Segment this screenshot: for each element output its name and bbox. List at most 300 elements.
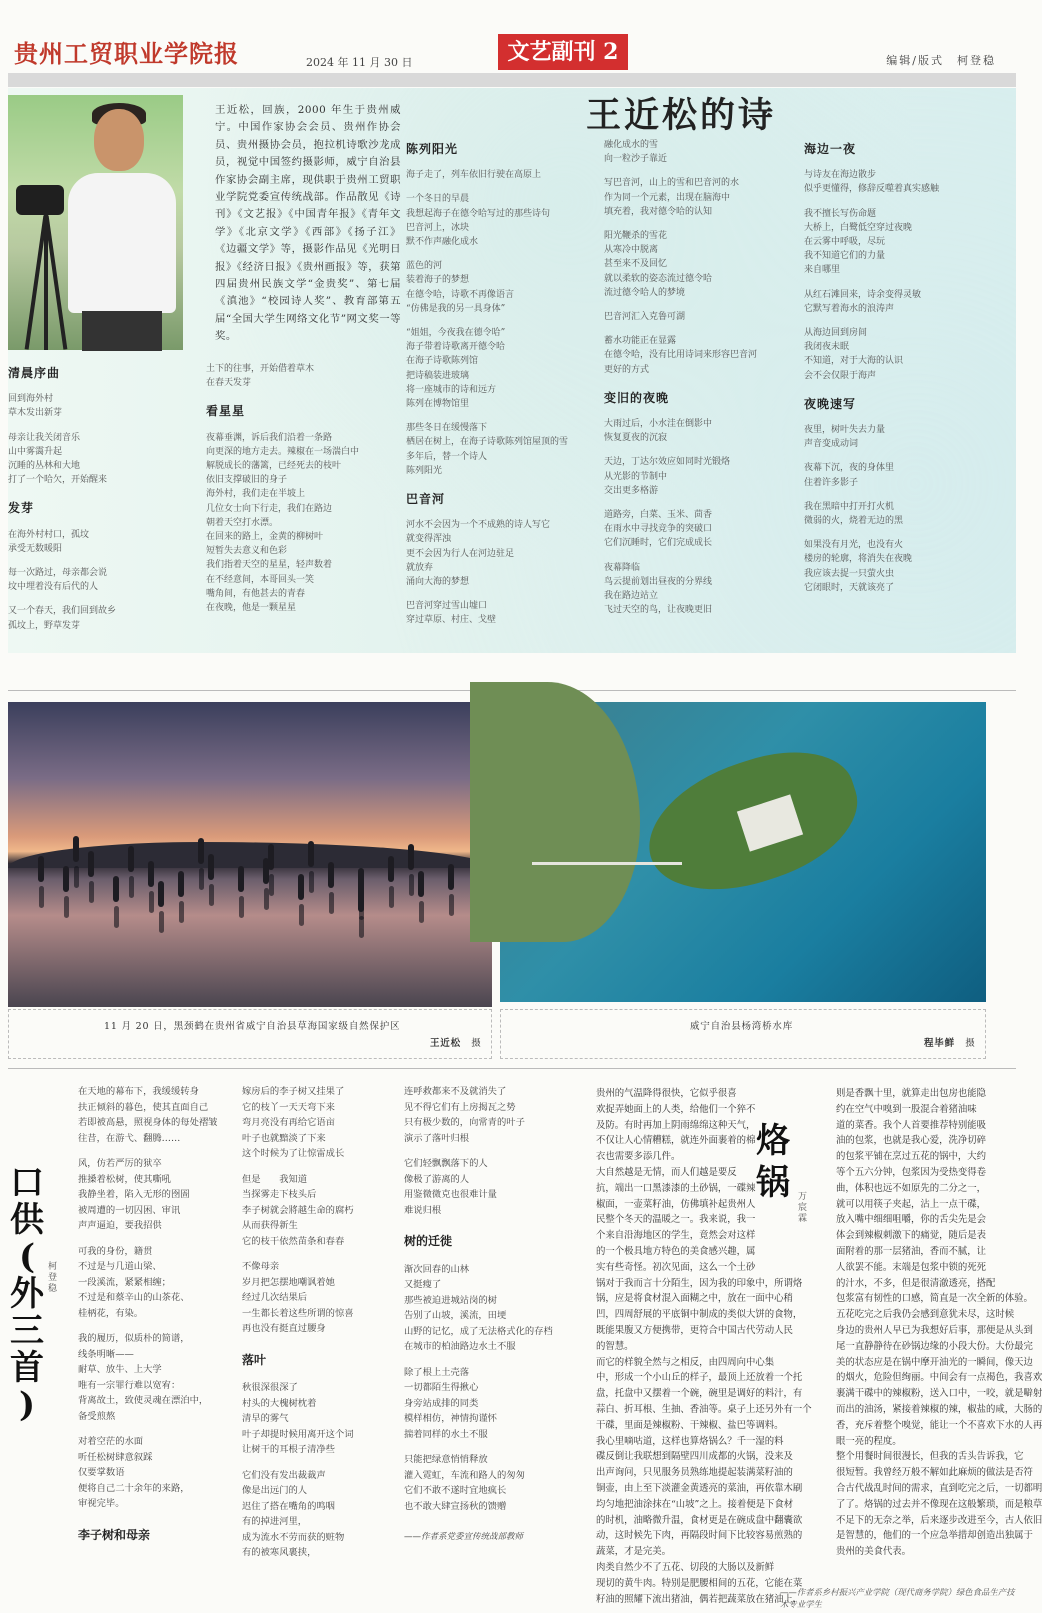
stanza-gap: [604, 166, 794, 176]
poem-line: 在雨水中寻找竞争的突破口: [604, 524, 713, 535]
poem-line: 不像母亲: [242, 1261, 280, 1272]
stanza-gap: [8, 556, 198, 566]
poem-line: 我静坐着，陷入无形的囹圄: [78, 1189, 190, 1200]
poem-line: 巴音河汇入克鲁可湖: [604, 312, 686, 323]
crane-reflection: [149, 891, 154, 913]
bio-line: 学生网络文化节”网文奖一等奖。: [215, 312, 402, 343]
poem-line: 陈列阳光: [406, 465, 443, 476]
stanza-gap: [804, 278, 1000, 288]
photographer-name: 王近松: [430, 1038, 461, 1049]
crane-reflection: [389, 886, 394, 908]
crane-silhouette: [298, 874, 304, 900]
poem-line: 不过是和蔡辛山的山茶花、: [78, 1292, 190, 1303]
poem-line: 在海子诗歌陈列馆: [406, 356, 479, 367]
poem-line: 我应该去捉一只萤火虫: [804, 568, 895, 579]
poem-line: 在夜晚，他是一颗星星: [206, 603, 297, 614]
crane-silhouette: [388, 856, 394, 882]
poem-line: 山野的记忆，成了无法格式化的存档: [404, 1325, 553, 1337]
poem-line: 作为同一个元素，出现在脑海中: [604, 192, 731, 203]
essay-line: 我心里嘀咕道，这样也算烙锅么？千一湿的料: [596, 1435, 784, 1447]
essay-line: 蒜白、折耳根、生抽、香油等。桌子上还另外有一个: [596, 1403, 812, 1415]
stanza-gap: [404, 1355, 574, 1365]
essay-line: 肉类自然少不了五花、切段的大肠以及新鲜: [596, 1561, 775, 1573]
poem-title: 看星星: [206, 404, 246, 419]
poem-line: 蓄水功能正在显露: [604, 336, 677, 347]
essay-line: 体会到辣椒刺激下的痛觉，随后是表: [836, 1230, 987, 1242]
kougong-column-3: [404, 1084, 574, 1546]
huoguo-title: [750, 1120, 796, 1204]
title-char: 口: [10, 1163, 44, 1203]
bio-line: 王近松，回族，2000 年生于: [215, 104, 367, 116]
essay-line: 的智慧。: [596, 1340, 634, 1352]
poem-title: 夜晚速写: [804, 396, 857, 411]
essay-line: 实有些奇怪。初次见面，这么一个土砂: [596, 1261, 756, 1273]
photo-credit-2: [924, 1035, 976, 1049]
essay-line: 的包浆平铺在烹过五花的锅中，大约: [836, 1151, 987, 1163]
poem-line: 它们不敢不遂时宜地疯长: [404, 1485, 507, 1496]
poem-line: 清早的雾气: [242, 1413, 289, 1424]
essay-line: 动，这时候先下肉，再隔段时间下比较容易煎熟的: [596, 1530, 803, 1542]
title-char: 万: [798, 1192, 808, 1202]
essay-line: 人欲罢不能。末端是包浆中锁的死死: [836, 1261, 987, 1273]
poem-line: 恢复夏夜的沉寂: [604, 433, 668, 444]
poem-title: 陈列阳光: [406, 142, 459, 156]
poem-line: 它默写着海水的浪涛声: [804, 303, 895, 314]
poem-line: 它们轻飘飘落下的人: [404, 1158, 488, 1169]
poem-line: 河水不会因为一个不成熟的诗人写它: [406, 520, 551, 531]
bio-line: 贵州作协会员、贵州摄协会员，抱: [215, 121, 402, 151]
poem-line: “仿佛是我的另一具身体”: [406, 303, 506, 314]
poem-line: 向一粒沙子靠近: [604, 154, 668, 165]
essay-line: 油的包浆，也就是我心爱，洗净切碎: [836, 1135, 987, 1147]
title-char: ): [18, 1385, 36, 1425]
poem-line: 岁月把怎摆地嘲讽着她: [242, 1276, 335, 1288]
poem-line: 仅要掌数语: [78, 1467, 125, 1478]
poem-line: 天边，丁达尔效应如同时光锻烙: [604, 457, 731, 468]
essay-line: 等个五六分钟，包浆因为受热变得卷: [836, 1166, 987, 1178]
poem-line: 我想起海子在德令哈写过的那些诗句: [406, 208, 551, 219]
stanza-gap: [406, 478, 596, 488]
poem-line: 阳光鞭杀的雪花: [604, 231, 668, 242]
stanza-gap: [242, 1162, 392, 1172]
poem-line: 海子带着诗歌离开德令哈: [406, 342, 506, 353]
essay-line: 蔬菜，才是完美。: [596, 1546, 672, 1558]
crane-silhouette: [448, 864, 454, 890]
poem-line: 依旧支撑破旧的身子: [206, 475, 288, 486]
poem-line: 巴音河上，冰块: [406, 222, 470, 233]
poem-line: 嘴角间，有他甚去的青春: [206, 588, 306, 599]
crane-reflection: [409, 874, 414, 896]
stanza-gap: [604, 498, 794, 508]
essay-line: 贵州的气温降得很快，它似乎很喜: [596, 1088, 737, 1099]
crane-silhouette: [408, 844, 414, 870]
poem-line: 装着海子的梦想: [406, 275, 470, 286]
author-portrait-photo: [8, 95, 183, 350]
poem-line: 从而获得新生: [242, 1220, 298, 1231]
essay-line: 铜壶，由上至下淡灌金黄透亮的菜油，再依靠木刷: [596, 1482, 803, 1494]
poem-line: 一切都陌生得揪心: [404, 1382, 479, 1393]
crane-silhouette: [238, 866, 244, 892]
photo-caption-box-1: [8, 1009, 492, 1059]
bio-line: 《青年文学》《北京文学》《西部》: [215, 208, 401, 238]
poem-line: 桂柄花，有染。: [78, 1307, 144, 1319]
essay-line: 裹满干碟中的辣椒粉，送入口中，一咬，就是噼射: [836, 1388, 1042, 1400]
section-badge: 文艺副刊 2: [498, 34, 628, 70]
essay-line: 眼一亮的程度。: [836, 1435, 902, 1447]
essay-line: 民整个冬天的温暖之一。我来说，我一: [596, 1214, 756, 1226]
crane-reflection: [74, 866, 79, 888]
editor-credit: 编辑/版式 柯登稳: [886, 54, 996, 67]
poem-line: 我不知道它们的力量: [804, 251, 886, 262]
title-char: 登: [48, 1273, 58, 1283]
title-char: 供: [10, 1200, 44, 1240]
poem-line: 我在黑暗中打开打火机: [804, 501, 895, 512]
cranes-sunset-photo: [8, 702, 492, 1007]
poem-line: 背离故土，致使灵魂在漂泊中，: [78, 1395, 209, 1406]
poem-line: 揣着同样的水土不服: [404, 1428, 488, 1440]
essay-line: 现切的黄牛肉。特别是肥腰相间的五花，它能在菜: [596, 1577, 803, 1589]
essay-line: 及防。有时再加上阴雨绵绵这种天气，: [596, 1119, 756, 1131]
poem-line: 微弱的火，烧着无边的黑: [804, 516, 904, 527]
poem-line: 备受煎熬: [78, 1410, 116, 1422]
stanza-gap: [8, 421, 198, 431]
poem-line: 叶子也就黯淡了下来: [242, 1132, 326, 1144]
poem-line: 用鉴微微克也很难计量: [404, 1189, 497, 1200]
poem-column-2: [206, 362, 396, 615]
poem-line: 迟住了搭在嘴角的鸣咽: [242, 1500, 335, 1512]
stanza-gap: [242, 1337, 392, 1347]
poem-line: 就放弃: [406, 562, 434, 573]
essay-line: 曲，体积也远不如原先的二分之一，: [836, 1182, 987, 1194]
essay-line: 盘，托盘中又摆着一个碗，碗里是调好的料汁，有: [596, 1388, 803, 1400]
title-char: 稳: [48, 1284, 58, 1294]
poem-line: 在回来的路上，金黄的柳树叶: [206, 532, 324, 543]
poem-line: 就以柔软的姿态流过德令哈: [604, 273, 713, 284]
essay-line: 衣也需要多添几件。: [596, 1151, 681, 1163]
stanza-gap: [404, 1514, 574, 1524]
crane-reflection: [209, 884, 214, 906]
poem-line: 演示了落叶归根: [404, 1132, 470, 1144]
essay-line: 而它的样貌全然与之相反，由四周向中心集: [596, 1356, 775, 1368]
poem-line: 不过是与几道山梁、: [78, 1261, 162, 1272]
poem-line: 听任松树肆意叙踩: [78, 1451, 153, 1463]
stanza-gap: [406, 182, 596, 192]
poem-line: 楼房的轮廓，将消失在夜晚: [804, 554, 913, 565]
poem-column-3: [406, 138, 596, 628]
title-char: 宸: [798, 1203, 808, 1213]
masthead: [0, 0, 1024, 75]
title-char: 锅: [756, 1163, 790, 1203]
poem-line: 李子树就会將越生命的腐朽: [242, 1204, 354, 1216]
stanza-gap: [804, 316, 1000, 326]
crane-silhouette: [358, 886, 364, 912]
crane-reflection: [114, 906, 119, 928]
bio-line: 副主席，现供职于贵州工贸职业: [215, 173, 402, 204]
poem-line: 把诗稿装进玻璃: [406, 370, 470, 381]
newspaper-logo: 贵州工贸职业学院报: [14, 39, 239, 68]
poem-line: 山中雾霭升起: [8, 446, 63, 457]
poem-line: 短暂失去意义和色彩: [206, 546, 288, 557]
poem-line: 会不会仅限于海声: [804, 370, 877, 381]
poem-line: 海子走了，列车依旧行驶在高原上: [406, 170, 542, 181]
stanza-gap: [406, 411, 596, 421]
essay-line: 约在空气中嗅到一股混合着猪油味: [836, 1103, 977, 1115]
poem-line: 难说归根: [404, 1204, 442, 1216]
poem-line: 那些冬日在缓慢落下: [406, 423, 488, 434]
crane-reflection: [299, 904, 304, 926]
essay-line: 尾一直静静待在砂锅边缘的小段大份。大份最完: [836, 1340, 1033, 1352]
crane-reflection: [199, 868, 204, 890]
bio-line: 约摄影师，威宁自治县作家协会: [215, 156, 402, 186]
poem-line: 在春天发芽: [206, 378, 252, 389]
poem-line: 声声逼迫，要我招供: [78, 1220, 162, 1231]
stanza-gap: [404, 1218, 574, 1228]
huoguo-essay-column-2: [836, 1086, 1042, 1560]
crane-reflection: [309, 871, 314, 893]
poem-line: 几位女士向下行走，我们在路边: [206, 503, 333, 514]
essay-line: 出声询问，只见服务员熟练地提起装满菜籽油的: [596, 1467, 793, 1479]
poem-line: 如果没有月光，也没有火: [804, 540, 904, 551]
stanza-gap: [8, 487, 198, 497]
poem-title: 变旧的夜晚: [604, 390, 670, 405]
essay-line: 锅对于我而言十分陌生，因为我的印象中，所谓烙: [596, 1277, 803, 1289]
poem-title: 发芽: [8, 501, 35, 516]
essay-line: 干碟，里面是辣椒粉、干辣椒、盐巴等调料。: [596, 1419, 784, 1431]
essay-line: 合古代战乱时间的需求，直到吃完之后，一切都明: [836, 1482, 1042, 1494]
essay-line: 整个用餐时间很漫长，但我的舌头告诉我，它: [836, 1451, 1024, 1463]
poem-line: 在海外村村口，孤坟: [8, 529, 90, 540]
poem-line: 填充着，我对德令哈的认知: [604, 206, 713, 217]
poem-line: “姐姐，今夜我在德令哈”: [406, 328, 506, 339]
crane-silhouette: [308, 841, 314, 867]
stanza-gap: [604, 445, 794, 455]
poem-line: 一个冬日的早晨: [406, 194, 470, 205]
poem-line: 向更深的地方走去。辣椒在一场湍白中: [206, 446, 360, 457]
stanza-gap: [242, 1249, 392, 1259]
poem-line: 我的履历，似质朴的简谱，: [78, 1333, 190, 1344]
crane-silhouette: [73, 836, 79, 862]
poem-line: 让树干的耳根子清净些: [242, 1444, 335, 1455]
author-bio: [215, 102, 401, 346]
stanza-gap: [406, 589, 596, 599]
poem-line: 嫁房后的李子树又挂果了: [242, 1086, 345, 1097]
poem-line: 它的枝丫一天天弯下来: [242, 1101, 335, 1113]
poem-line: 鸟云提前划出昼夜的分界线: [604, 576, 713, 587]
essay-line: 身边的贵州人早已为我想好后事，那便是从头到: [836, 1324, 1033, 1336]
poem-line: 打了一个哈欠，开始醒来: [8, 475, 108, 486]
crane-reflection: [159, 911, 164, 933]
poem-title: 清晨序曲: [8, 366, 61, 380]
poem-line: 只有极少数的，向常青的叶子: [404, 1117, 525, 1128]
crane-silhouette: [268, 844, 274, 870]
poem-line: 若即被高悬，照视身体的每处褶皱: [78, 1117, 218, 1128]
poem-line: 回到海外村: [8, 394, 54, 405]
poem-line: 风，仿若严厉的狱卒: [78, 1158, 162, 1169]
poem-line: 写巴音河，山上的雪和巴音河的水: [604, 178, 740, 189]
poem-line: 经过几次结果后: [242, 1292, 308, 1303]
poem-line: 坟中埋着没有后代的人: [8, 582, 99, 593]
crane-silhouette: [158, 881, 164, 907]
essay-line: 不仅让人心情糟糕，就连外面裹着的棉: [596, 1135, 756, 1147]
poem-line: 巴音河穿过雪山墟口: [406, 601, 488, 612]
poem-line: 夜里，树叶失去力量: [804, 425, 886, 436]
poem-line: 在不经意间，本哥回头一笑: [206, 574, 315, 585]
photo-credit-suffix: 摄: [965, 1038, 976, 1049]
poem-title: 树的迁徙: [404, 1234, 453, 1248]
poem-line: 飞过天空的鸟，让夜晚更旧: [604, 605, 713, 616]
essay-line: 既能果腹又方便携带，更符合中国古代劳动人民: [596, 1324, 793, 1336]
stanza-gap: [404, 1146, 574, 1156]
stanza-gap: [604, 219, 794, 229]
poem-line: 住着许多影子: [804, 477, 859, 488]
essay-line: 了了。烙锅的过去并不像现在这般繁琐，而是粮草: [836, 1498, 1042, 1510]
stanza-gap: [604, 551, 794, 561]
poem-line: 多年后，替一个诗人: [406, 451, 488, 462]
stanza-gap: [804, 451, 1000, 461]
poem-line: 在城市的柏油路边水土不服: [404, 1341, 516, 1352]
crane-reflection: [64, 896, 69, 918]
poem-title: 李子树和母亲: [78, 1527, 151, 1542]
poem-line: 成为流水不劳而获的赃物: [242, 1531, 345, 1543]
poem-line: 更不会因为行人在河边驻足: [406, 548, 515, 559]
essay-line: 贵州的美食代表。: [836, 1546, 912, 1558]
bio-line: 《扬子江》《边疆文学》等，摄影作: [215, 225, 401, 256]
poem-line: 我不擅长写伤命题: [804, 208, 877, 219]
poem-line: 承受无数暖阳: [8, 543, 63, 554]
stanza-gap: [78, 1321, 228, 1331]
poem-line: 夜幕降临: [604, 562, 641, 573]
photographer-name: 程毕鲜: [924, 1038, 955, 1049]
issue-date: 2024 年 11 月 30 日: [306, 56, 413, 69]
crane-silhouette: [208, 854, 214, 880]
poem-line: 扶正倾斜的暮色，使其直面自己: [78, 1101, 209, 1113]
poem-line: 有的掉进河里，: [242, 1516, 308, 1527]
poem-line: 推搡着松树，使其嘶吼: [78, 1173, 171, 1185]
poem-line: 将一座城市的诗和远方: [406, 384, 497, 395]
header-divider: [8, 73, 1016, 87]
title-char: 首: [10, 1348, 44, 1388]
stanza-gap: [406, 249, 596, 259]
essay-line: 凹，四周舒展的平底铜中制成的类似大饼的食物，: [596, 1309, 803, 1321]
poem-line: 像是出远门的人: [242, 1485, 308, 1496]
poem-line: 甚至来不及回忆: [604, 259, 668, 270]
title-char: (: [18, 1237, 36, 1277]
crane-silhouette: [178, 871, 184, 897]
poem-line: 土下的往事，开始借着草木: [206, 364, 315, 374]
poem-line: 但是 我知道: [242, 1173, 308, 1185]
poem-title: 落叶: [242, 1352, 267, 1367]
poem-line: 海外村，我们走在半坡上: [206, 489, 306, 500]
poem-line: 当探雾走下枝头后: [242, 1189, 317, 1200]
bio-line: 州画报》等，获第四届贵州民族文: [215, 260, 401, 291]
poem-line: 我在路边站立: [604, 591, 659, 602]
essay-line: 籽油的照耀下流出猪油，偶若把蔬菜放在猪油上，: [596, 1593, 803, 1605]
kougong-column-2: [242, 1084, 392, 1561]
essay-line: 面附着的那一层猪油，香而不腻，让: [836, 1245, 987, 1257]
stanza-gap: [604, 324, 794, 334]
poem-line: 再也没有挺直过腰身: [242, 1323, 326, 1334]
crane-silhouette: [88, 851, 94, 877]
poem-line: 默不作声融化成水: [406, 237, 479, 248]
poem-line: 声音变成动词: [804, 439, 859, 450]
poem-line: 我们指着天空的星星，轻声数着: [206, 560, 333, 571]
crane-reflection: [179, 901, 184, 923]
photo-caption-box-2: [500, 1009, 986, 1059]
stanza-gap: [804, 528, 1000, 538]
essay-line: 放入嘴中细细咀嚼，你的舌尖先是会: [836, 1214, 987, 1226]
essay-line: 的一个极具地方特色的美食感兴趣，属: [596, 1245, 756, 1257]
crane-reflection: [89, 881, 94, 903]
title-char: 三: [10, 1311, 44, 1351]
essay-line: 香，充斥着整个嗅觉，能让一个不喜欢下水的人再: [836, 1419, 1042, 1431]
title-char: 柯: [48, 1262, 58, 1272]
essay-line: 抗，端出一口黑漆漆的土砂锅，一碟辣: [596, 1182, 756, 1194]
essay-line: 锅，应是将食材混入面糊之中，放在一面中心稍: [596, 1293, 793, 1305]
stanza-gap: [8, 594, 198, 604]
essay-line: 就可以用筷子夹起，沾上一点干碟，: [836, 1198, 987, 1210]
photo-caption-2: 威宁自治县杨湾桥水库: [690, 1021, 794, 1032]
crane-reflection: [359, 916, 364, 938]
stanza-gap: [78, 1146, 228, 1156]
poem-line: 在德令哈，没有比用诗词来形容巴音河: [604, 350, 758, 361]
poem-line: 唯有一宗罪行难以宽宥：: [78, 1379, 181, 1391]
essay-line: 则是香飘十里，就算走出包房也能隐: [836, 1088, 987, 1099]
crane-silhouette: [113, 876, 119, 902]
essay-line: 的烟火，危险但绚丽。中间会有一点褐色，我喜欢: [836, 1372, 1042, 1384]
poem-line: 它们沉睡时，它们完成成长: [604, 538, 713, 549]
poem-line: 解脱成长的藩篱，已经死去的枝叶: [206, 461, 342, 472]
huoguo-author-note: ——作者系乡村振兴产业学院（现代商务学院）绿色食品生产技术专业学生: [780, 1587, 1015, 1609]
poem-line: 就变得浑浊: [406, 534, 452, 545]
poem-column-4: [604, 138, 794, 617]
title-char: 外: [10, 1274, 44, 1314]
kougong-author: [48, 1262, 60, 1295]
author-note: ——作者系党委宣传统战部教师: [404, 1532, 524, 1542]
photo-caption-1: 11 月 20 日，黑颈鹤在贵州省威宁自治县草海国家级自然保护区: [104, 1021, 401, 1032]
kougong-title: [8, 1165, 46, 1424]
island-reservoir-photo: [500, 702, 986, 1002]
essay-line: 不足下的无奈之举，后来逐步改进至今，古人依旧: [836, 1514, 1042, 1526]
essay-line: 的汁水，不多，但是很清澈透亮，搭配: [836, 1277, 996, 1289]
stanza-gap: [804, 383, 1000, 393]
crane-reflection: [269, 874, 274, 896]
poem-line: 我闭夜未眠: [804, 342, 850, 353]
poem-line: 大桥上，白鹭低空穿过夜晚: [804, 222, 913, 233]
poem-line: 从寒冷中脱离: [604, 245, 659, 256]
poem-line: 孤坟上，野草发芽: [8, 620, 81, 631]
stanza-gap: [78, 1512, 228, 1522]
essay-line: 五花吃完之后我仍会感到意犹未尽，这时候: [836, 1309, 1015, 1321]
poem-line: 更好的方式: [604, 364, 650, 375]
photo-credit-1: [430, 1035, 482, 1049]
poem-line: 连呼救都来不及就消失了: [404, 1086, 507, 1097]
poem-line: 夜幕垂渊，诉后我们沿着一条路: [206, 432, 333, 443]
poem-line: 模样相仿，神情拘谨怀: [404, 1413, 497, 1424]
poem-line: 渐次回春的山林: [404, 1263, 470, 1275]
crane-silhouette: [63, 866, 69, 892]
essay-line: 碟反倒让我联想到隔壁四川成都的火锅，没来及: [596, 1451, 793, 1463]
crane-reflection: [39, 886, 44, 908]
crane-reflection: [239, 896, 244, 918]
poem-line: 这个时候为了让惊雷成长: [242, 1148, 345, 1159]
crane-reflection: [449, 894, 454, 916]
bio-line: 学院党委宣传统战部。作品散见: [225, 191, 380, 204]
poem-line: 可我的身份，籍贯: [78, 1245, 153, 1257]
essay-line: 而出的油汤，紧接着辣椒的辣，椒盐的咸，大肠的: [836, 1403, 1042, 1415]
poem-line: 从光影的节制中: [604, 471, 668, 482]
poem-line: 审视完毕。: [78, 1498, 125, 1509]
huoguo-author: [798, 1192, 810, 1225]
